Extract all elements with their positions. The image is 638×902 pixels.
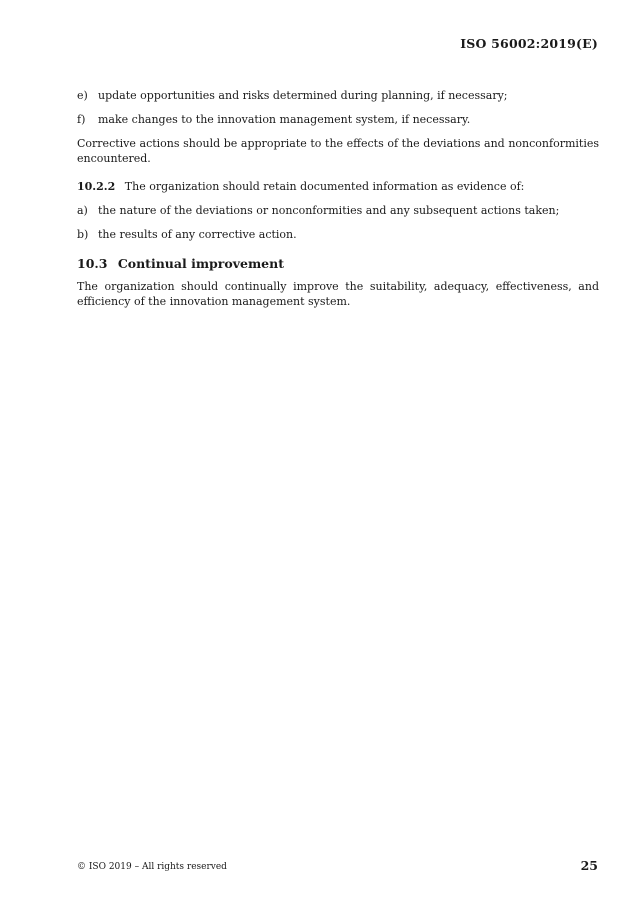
continual-improvement-paragraph: The organization should continually improve the suitability, adequacy, effectiveness, and efficiency of the innovation management system. bbox=[77, 280, 599, 308]
list-item bbox=[77, 227, 599, 242]
corrective-actions-paragraph: Corrective actions should be appropriate to the effects of the deviations and nonconformities encountered. bbox=[77, 137, 599, 165]
list-item bbox=[77, 203, 599, 218]
list-item bbox=[77, 88, 599, 103]
section-number: 10.3 bbox=[77, 256, 108, 271]
list-marker: b) bbox=[77, 228, 89, 241]
list-marker: f) bbox=[77, 113, 86, 126]
clause-10-2-2 bbox=[77, 179, 599, 194]
list-marker: a) bbox=[77, 204, 88, 217]
list-item bbox=[77, 112, 599, 127]
list-text: make changes to the innovation management system, if necessary. bbox=[98, 113, 471, 126]
document-body bbox=[77, 88, 599, 318]
section-heading-10-3 bbox=[77, 256, 599, 272]
list-text: update opportunities and risks determined during planning, if necessary; bbox=[98, 89, 508, 102]
copyright-notice: © ISO 2019 – All rights reserved bbox=[77, 862, 227, 872]
clause-number: 10.2.2 bbox=[77, 180, 116, 193]
list-text: the results of any corrective action. bbox=[98, 228, 297, 241]
page-number: 25 bbox=[580, 858, 598, 873]
document-code: ISO 56002:2019(E) bbox=[460, 36, 598, 51]
section-title: Continual improvement bbox=[117, 256, 284, 271]
list-marker: e) bbox=[77, 89, 88, 102]
list-text: the nature of the deviations or nonconformities and any subsequent actions taken; bbox=[98, 204, 560, 217]
clause-text: The organization should retain documented information as evidence of: bbox=[124, 180, 525, 193]
